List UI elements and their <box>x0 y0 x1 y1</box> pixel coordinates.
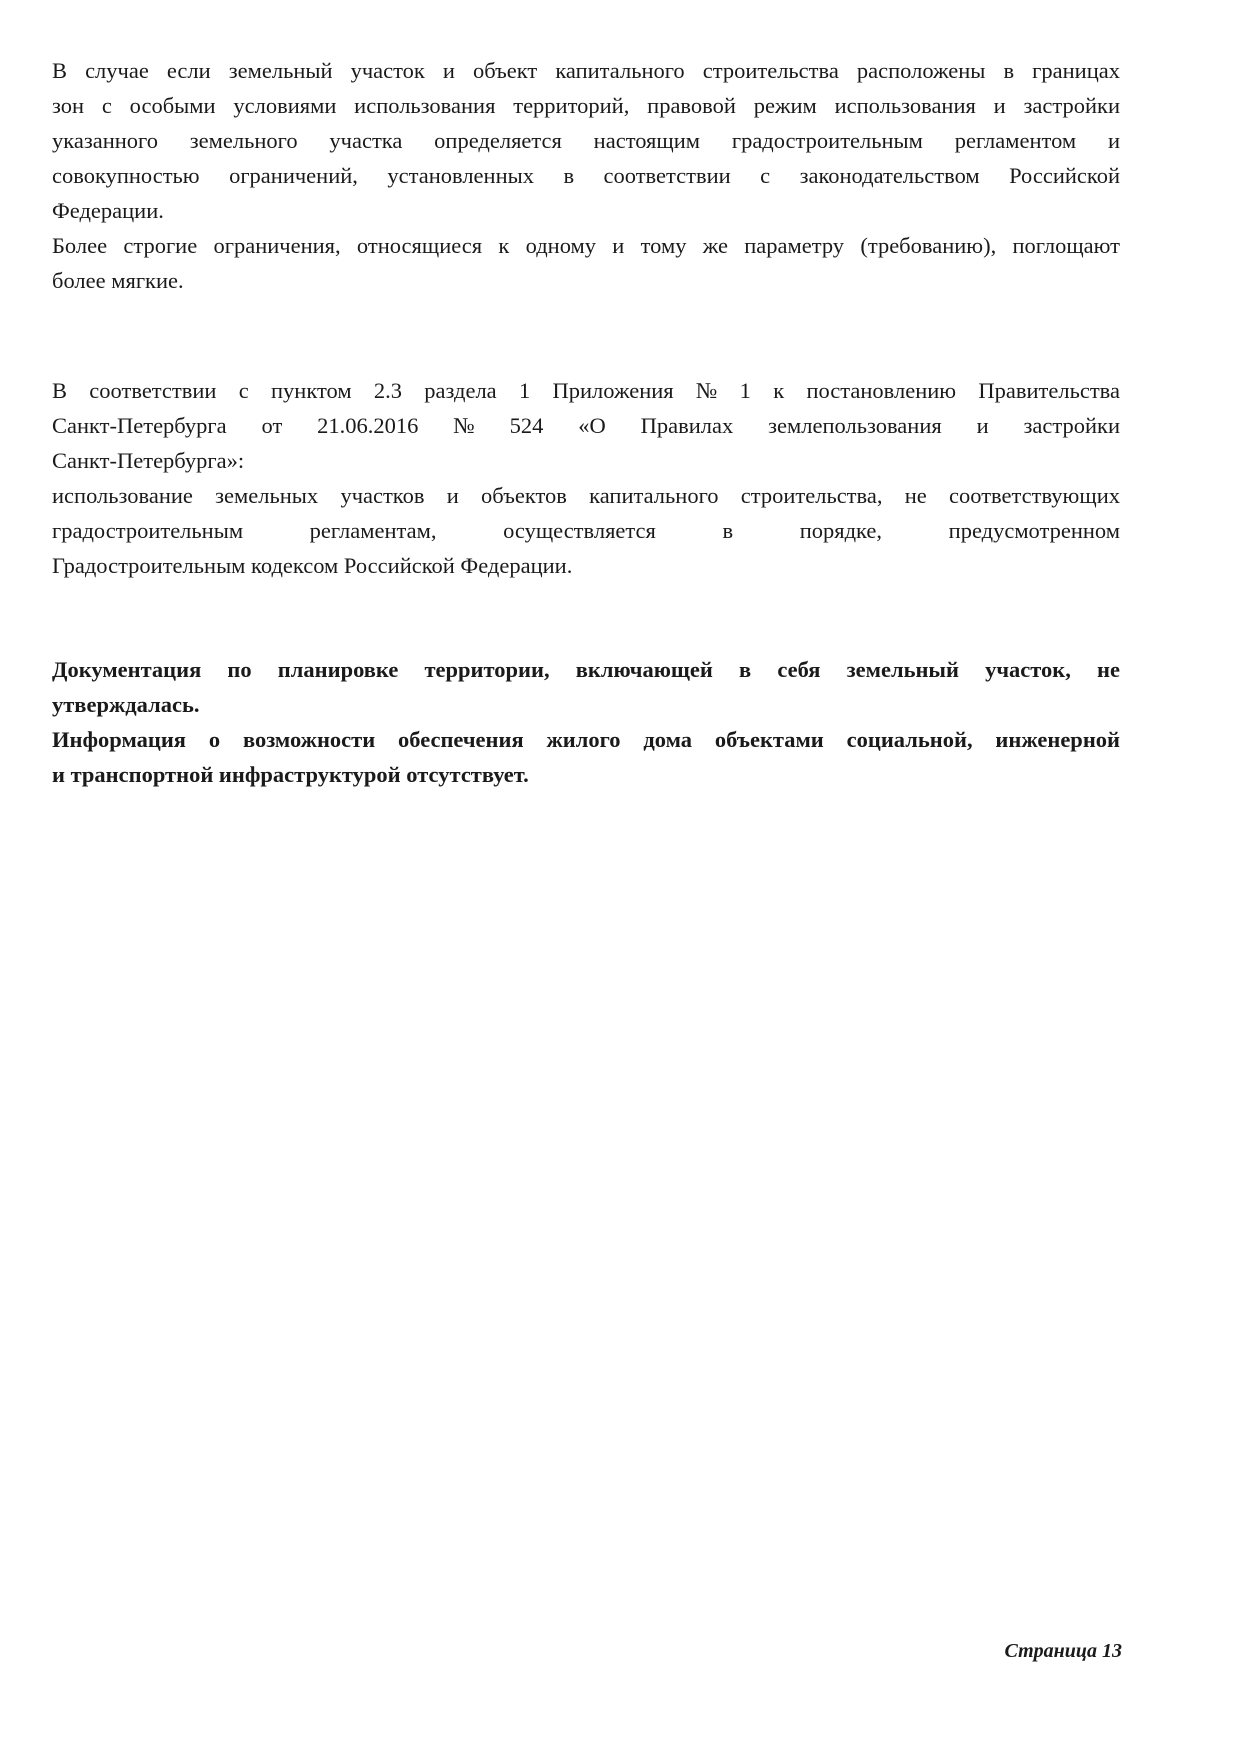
text-line: утверждалась. <box>52 692 200 717</box>
text-line: Более строгие ограничения, относящиеся к одному и тому же параметру (требованию), поглощают <box>52 233 1120 258</box>
paragraph-zones-restrictions <box>52 53 1120 298</box>
text-line: Федерации. <box>52 198 164 223</box>
text-line: указанного земельного участка определяется настоящим градостроительным регламентом и <box>52 128 1120 153</box>
paragraph-regulation-reference <box>52 373 1120 583</box>
text-line: Документация по планировке территории, включающей в себя земельный участок, не <box>52 657 1120 682</box>
text-line: и транспортной инфраструктурой отсутствует. <box>52 762 529 787</box>
text-line: В случае если земельный участок и объект капитального строительства расположены в границах <box>52 58 1120 83</box>
text-line: более мягкие. <box>52 268 184 293</box>
text-line: Информация о возможности обеспечения жилого дома объектами социальной, инженерной <box>52 727 1120 752</box>
text-line: использование земельных участков и объектов капитального строительства, не соответствующих <box>52 483 1120 508</box>
text-line: зон с особыми условиями использования территорий, правовой режим использования и застройки <box>52 93 1120 118</box>
text-line: совокупностью ограничений, установленных в соответствии с законодательством Российской <box>52 163 1120 188</box>
paragraph-planning-documentation <box>52 652 1120 792</box>
text-line: В соответствии с пунктом 2.3 раздела 1 Приложения № 1 к постановлению Правительства <box>52 378 1120 403</box>
text-line: градостроительным регламентам, осуществляется в порядке, предусмотренном <box>52 518 1120 543</box>
text-line: Градостроительным кодексом Российской Федерации. <box>52 553 573 578</box>
text-line: Санкт-Петербурга»: <box>52 448 245 473</box>
page-number: Страница 13 <box>1004 1640 1122 1662</box>
text-line: Санкт-Петербурга от 21.06.2016 № 524 «О Правилах землепользования и застройки <box>52 413 1120 438</box>
